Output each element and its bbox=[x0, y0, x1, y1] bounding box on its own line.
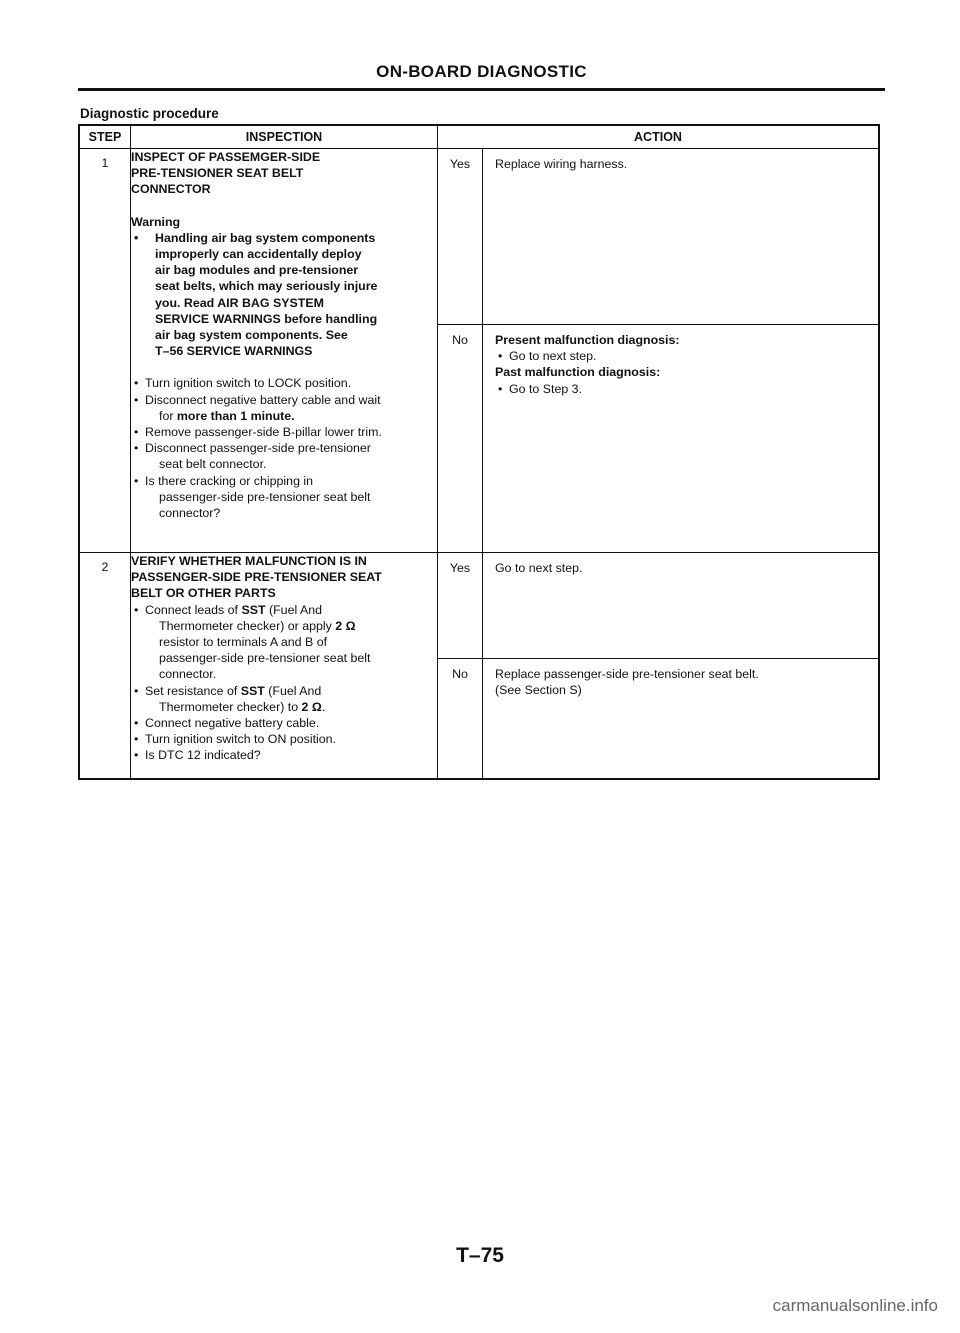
step-title-line: PASSENGER-SIDE PRE-TENSIONER SEAT bbox=[131, 570, 382, 585]
item-text: Thermometer checker) to bbox=[159, 699, 302, 714]
list-item bbox=[145, 731, 437, 747]
item-text: (Fuel And bbox=[264, 683, 322, 698]
yes-action-cell: Go to next step. bbox=[483, 553, 880, 659]
item-text: Is DTC 12 indicated? bbox=[145, 748, 261, 763]
step-title-line: CONNECTOR bbox=[131, 182, 211, 197]
warning-list bbox=[131, 230, 437, 360]
step-number-cell bbox=[79, 553, 131, 779]
inspection-steps-list bbox=[131, 602, 437, 764]
watermark: carmanualsonline.info bbox=[772, 1296, 938, 1315]
item-text: . bbox=[321, 699, 326, 714]
action-text: (See Section S) bbox=[495, 683, 582, 698]
list-item bbox=[145, 375, 437, 391]
list-item bbox=[145, 715, 437, 731]
warning-line: SERVICE WARNINGS before handling bbox=[155, 311, 378, 326]
item-text: Turn ignition switch to ON position. bbox=[145, 732, 336, 747]
item-text: Remove passenger-side B-pillar lower trim. bbox=[145, 425, 382, 440]
item-text: connector? bbox=[159, 506, 221, 521]
action-text: Replace passenger-side pre-tensioner seat belt. bbox=[495, 667, 759, 681]
no-label-cell: No bbox=[438, 325, 483, 553]
warning-line: air bag modules and pre-tensioner bbox=[155, 263, 359, 278]
diagnostic-table bbox=[78, 124, 880, 780]
item-text: . bbox=[291, 408, 295, 423]
item-text: Connect leads of bbox=[145, 602, 242, 617]
warning-text bbox=[145, 230, 437, 360]
item-text: seat belt connector. bbox=[159, 457, 267, 472]
warning-line: seat belts, which may seriously injure bbox=[155, 279, 378, 294]
warning-line: you. Read AIR BAG SYSTEM bbox=[155, 295, 324, 310]
step-title-line: VERIFY WHETHER MALFUNCTION IS IN bbox=[131, 554, 367, 568]
section-title: Diagnostic procedure bbox=[80, 106, 219, 121]
past-list bbox=[495, 381, 868, 397]
yes-label-cell: Yes bbox=[438, 149, 483, 325]
yes-action-cell: Replace wiring harness. bbox=[483, 149, 880, 325]
table-row bbox=[79, 553, 879, 659]
no-action-cell bbox=[483, 659, 880, 779]
item-text-bold: more than 1 minute bbox=[176, 408, 292, 423]
header-rule bbox=[78, 88, 885, 91]
item-text: • Is there cracking or chipping in bbox=[145, 473, 314, 488]
present-list bbox=[495, 348, 868, 364]
list-item bbox=[145, 602, 437, 683]
item-text: Set resistance of bbox=[145, 683, 241, 698]
list-item bbox=[145, 683, 437, 715]
list-item bbox=[145, 747, 437, 763]
past-diagnosis-label: Past malfunction diagnosis: bbox=[495, 365, 661, 380]
item-text: Go to next step. bbox=[509, 349, 597, 364]
item-text: Connect negative battery cable. bbox=[145, 716, 320, 731]
item-text: for bbox=[159, 408, 177, 423]
no-action-cell bbox=[483, 325, 880, 553]
list-item bbox=[509, 348, 868, 364]
inspection-cell bbox=[131, 553, 438, 779]
warning-block bbox=[131, 214, 437, 360]
warning-line: T–56 SERVICE WARNINGS bbox=[155, 344, 313, 359]
sst-label: SST bbox=[240, 683, 265, 698]
step-number: 2 bbox=[101, 560, 109, 574]
step-number: 1 bbox=[101, 156, 109, 170]
list-item bbox=[145, 473, 437, 522]
yes-label-cell: Yes bbox=[438, 553, 483, 659]
list-item bbox=[145, 392, 437, 424]
inspection-cell bbox=[131, 149, 438, 553]
inspection-steps-list bbox=[131, 375, 437, 521]
list-item bbox=[509, 381, 868, 397]
item-text: passenger-side pre-tensioner seat belt bbox=[159, 651, 371, 666]
sst-label: SST bbox=[241, 602, 266, 617]
item-text: connector. bbox=[159, 667, 217, 682]
warning-line: air bag system components. See bbox=[155, 328, 348, 343]
step-title-line: BELT OR OTHER PARTS bbox=[131, 586, 276, 601]
warning-line: improperly can accidentally deploy bbox=[155, 247, 362, 262]
item-text: Turn ignition switch to LOCK position. bbox=[145, 376, 352, 391]
header-inspection: INSPECTION bbox=[131, 125, 438, 149]
step-number-cell bbox=[79, 149, 131, 553]
list-item bbox=[145, 440, 437, 472]
ohm-value: 2 Ω bbox=[335, 618, 356, 633]
header-action: ACTION bbox=[438, 125, 880, 149]
item-text: (Fuel And bbox=[265, 602, 323, 617]
step-title-line: INSPECT OF PASSEMGER-SIDE bbox=[131, 150, 321, 164]
present-diagnosis-label: Present malfunction diagnosis: bbox=[495, 333, 680, 347]
table-header-row bbox=[79, 125, 879, 149]
item-text: passenger-side pre-tensioner seat belt bbox=[159, 489, 371, 504]
header-step: STEP bbox=[79, 125, 131, 149]
item-text: Thermometer checker) or apply bbox=[159, 618, 336, 633]
list-item bbox=[145, 424, 437, 440]
warning-line: • Handling air bag system components bbox=[155, 230, 376, 245]
item-text: Go to Step 3. bbox=[509, 381, 583, 396]
item-text: • Disconnect passenger-side pre-tensioner bbox=[145, 441, 371, 456]
page-number: T–75 bbox=[456, 1244, 504, 1267]
item-text: resistor to terminals A and B of bbox=[159, 635, 328, 650]
ohm-value: 2 Ω bbox=[301, 699, 322, 714]
page-header-title: ON-BOARD DIAGNOSTIC bbox=[376, 62, 587, 81]
warning-label: Warning bbox=[131, 214, 181, 229]
step-title-line: PRE-TENSIONER SEAT BELT bbox=[131, 166, 304, 181]
no-label-cell: No bbox=[438, 659, 483, 779]
item-text: • Disconnect negative battery cable and wait bbox=[145, 392, 381, 407]
table-row bbox=[79, 149, 879, 325]
